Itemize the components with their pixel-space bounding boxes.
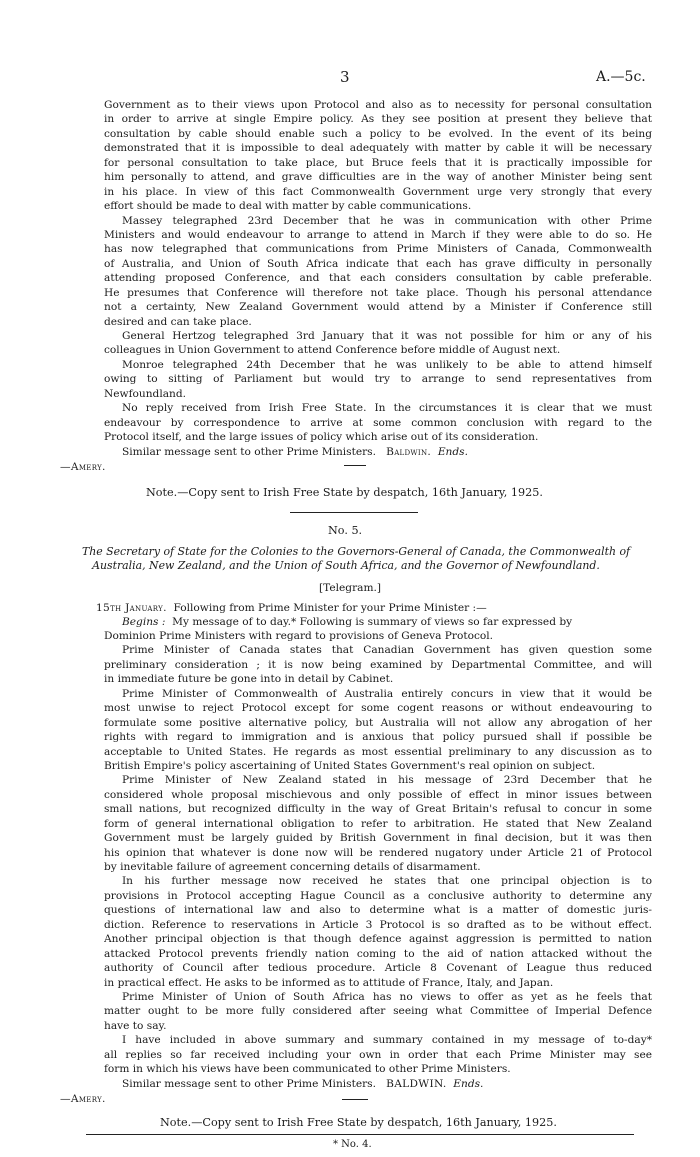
section2-closing-line: [122, 1077, 483, 1091]
section1-text-line: in his place. In view of this fact Commonwealth Government urge very strongly that every: [104, 185, 652, 198]
section2-date-line: [96, 601, 487, 615]
section2-number: No. 5.: [328, 524, 363, 537]
section2-date: 15th January.: [96, 602, 167, 614]
section1-closing: Similar message sent to other Prime Ministers.: [122, 446, 376, 458]
section2-text-line: I have included in above summary and summary contained in my message of to-day*: [122, 1034, 652, 1047]
section1-closing-end: Ends.: [437, 446, 468, 458]
section2-text-line: authority of Council after tedious procedure. Article 8 Covenant of League thus reduced: [104, 962, 652, 975]
section1-closing-line: [122, 445, 468, 459]
section1-text-line: No reply received from Irish Free State. In the circumstances it is clear that we must: [122, 402, 652, 415]
section2-text-line: Prime Minister of Commonwealth of Australia entirely concurs in view that it would be: [122, 687, 652, 700]
section2-text-line: questions of international law and also to determine what is a matter of domestic juris-: [104, 904, 652, 917]
section2-text-line: formulate some positive alternative policy, but Australia will not allow any abrogation of her: [104, 716, 652, 729]
section-divider-rule: [290, 512, 418, 513]
section2-text-line: Prime Minister of New Zealand stated in his message of 23rd December that he: [122, 774, 652, 787]
document-code: A.—5c.: [596, 69, 646, 85]
section1-note: Note.—Copy sent to Irish Free State by despatch, 16th January, 1925.: [146, 486, 543, 499]
section2-text-line: acceptable to United States. He regards as most essential preliminary to any discussion as to: [104, 745, 652, 758]
section2-closing: Similar message sent to other Prime Ministers.: [122, 1078, 376, 1090]
section2-begins-line: [122, 615, 652, 629]
footnote-rule: [86, 1134, 634, 1135]
section1-text-line: colleagues in Union Government to attend Conference before middle of August next.: [104, 344, 561, 357]
section2-text-line: all replies so far received including your own in order that each Prime Minister may see: [104, 1048, 652, 1061]
section2-text-line: Prime Minister of Union of South Africa has no views to offer as yet as he feels that: [122, 990, 652, 1003]
section1-text-line: owing to sitting of Parliament but would try to arrange to send representatives from: [104, 373, 652, 386]
section1-text-line: in order to arrive at single Empire policy. As they see position at present they believe that: [104, 113, 652, 126]
section2-text-line: Dominion Prime Ministers with regard to provisions of Geneva Protocol.: [104, 630, 494, 642]
section1-text-line: desired and can take place.: [104, 315, 252, 328]
section2-text-line: Prime Minister of Canada states that Canadian Government has given question some: [122, 644, 652, 657]
section2-closing-end: Ends.: [453, 1078, 484, 1090]
section1-signature: —Amery.: [60, 461, 106, 473]
section2-text-line: considered whole proposal mischievous and only possible of effect in minor issues between: [104, 788, 652, 801]
section2-text-line: Another principal objection is that though defence against aggression is permitted to nation: [104, 933, 652, 946]
section2-text-line: in practical effect. He asks to be informed as to attitude of France, Italy, and Japan.: [104, 976, 554, 989]
section2-text-line: In his further message now received he states that one principal objection is to: [122, 875, 652, 888]
section1-body: [104, 98, 652, 445]
section1-text-line: Newfoundland.: [104, 387, 187, 400]
page-number: 3: [340, 68, 350, 86]
section1-text-line: attending proposed Conference, and that each considers consultation by cable preferable.: [104, 272, 652, 285]
section1-short-rule: [344, 465, 366, 466]
section2-text-line: Government must be largely guided by British Government in final decision, but it was then: [104, 832, 652, 845]
section1-text-line: has now telegraphed that communications from Prime Ministers of Canada, Commonwealth: [104, 243, 652, 256]
section1-text-line: General Hertzog telegraphed 3rd January that it was not possible for him or any of his: [122, 330, 652, 342]
section1-text-line: effort should be made to deal with matter by cable communications.: [104, 200, 472, 213]
section2-signature: —Amery.: [60, 1093, 106, 1105]
section1-text-line: for personal consultation to take place, but Bruce feels that it is practically impossible for: [104, 156, 652, 169]
section2-text-line: diction. Reference to reservations in Article 3 Protocol is so drafted as to be without effect.: [104, 918, 652, 931]
section1-text-line: consultation by cable should enable such a policy to be evolved. In the event of its being: [104, 127, 652, 140]
section2-text-line: most unwise to reject Protocol except for some cogent reasons or without endeavouring to: [104, 702, 652, 715]
section1-text-line: him personally to attend, and grave difficulties are in the way of another Minister being sent: [104, 171, 652, 184]
section2-text-line: provisions in Protocol accepting Hague Council as a conclusive authority to determine any: [104, 889, 652, 902]
section2-text-line: have to say.: [104, 1019, 167, 1032]
section1-text-line: endeavour by correspondence to arrive at some common conclusion with regard to the: [104, 416, 652, 429]
telegram-label: [Telegram.]: [319, 582, 382, 594]
section2-heading-line1: The Secretary of State for the Colonies to the Governors-General of Canada, the Commonwealth of: [81, 545, 631, 558]
section1-text-line: Protocol itself, and the large issues of policy which arise out of its consideration.: [104, 431, 539, 444]
section2-closing-signature: BALDWIN.: [386, 1078, 447, 1090]
section2-text-line: matter ought to be more fully considered after seeing what Committee of Imperial Defence: [104, 1005, 652, 1018]
section2-text-line: form of general international obligation to refer to arbitration. He stated that New Zealand: [104, 817, 652, 830]
section2-text-line: rights with regard to immigration and is anxious that policy pursued shall if possible be: [104, 731, 652, 744]
section2-text-line: British Empire's policy ascertaining of United States Government's real opinion on subject.: [104, 759, 596, 772]
section1-text-line: of Australia, and Union of South Africa indicate that each has grave difficulty in personally: [104, 257, 652, 270]
section1-closing-signature: Baldwin.: [386, 446, 432, 458]
section1-text-line: Massey telegraphed 23rd December that he was in communication with other Prime: [122, 214, 652, 227]
section1-text-line: demonstrated that it is impossible to deal adequately with matter by cable it will be necessary: [104, 142, 652, 155]
section1-text-line: not a certainty, New Zealand Government would attend by a Minister if Conference still: [104, 301, 652, 314]
footnote: * No. 4.: [333, 1139, 372, 1150]
section2-text-line: by inevitable failure of agreement concerning details of disarmament.: [104, 861, 481, 873]
section1-text-line: He presumes that Conference will therefore not take place. Though his personal attendance: [104, 286, 652, 299]
section2-short-rule: [342, 1099, 368, 1100]
section1-text-line: Ministers and would endeavour to arrange to attend in March if they were able to do so. He: [104, 228, 652, 241]
section2-begins-text: My message of to day.* Following is summary of views so far expressed by: [172, 616, 573, 628]
section2-text-line: his opinion that whatever is done now will be rendered nugatory under Article 21 of Protocol: [104, 846, 652, 859]
section2-begins-label: Begins :: [122, 616, 166, 628]
section2-note: Note.—Copy sent to Irish Free State by despatch, 16th January, 1925.: [160, 1116, 557, 1129]
section2-first-line: Following from Prime Minister for your Prime Minister :—: [173, 602, 487, 614]
section2-text-line: preliminary consideration ; it is now being examined by Departmental Committee, and will: [104, 658, 652, 671]
section2-heading-line2: Australia, New Zealand, and the Union of South Africa, and the Governor of Newfoundland.: [92, 559, 600, 572]
section1-text-line: Government as to their views upon Protocol and also as to necessity for personal consultation: [104, 99, 652, 111]
section2-text-line: small nations, but recognized difficulty in the way of Great Britain's refusal to concur in some: [104, 803, 652, 816]
section2-text-line: form in which his views have been communicated to other Prime Ministers.: [104, 1063, 511, 1076]
section2-text-line: attacked Protocol prevents friendly nation coming to the aid of nation attacked without the: [104, 947, 652, 960]
section1-text-line: Monroe telegraphed 24th December that he was unlikely to be able to attend himself: [122, 358, 652, 371]
section2-body: [104, 629, 652, 1077]
section2-text-line: in immediate future be gone into in detail by Cabinet.: [104, 673, 394, 686]
